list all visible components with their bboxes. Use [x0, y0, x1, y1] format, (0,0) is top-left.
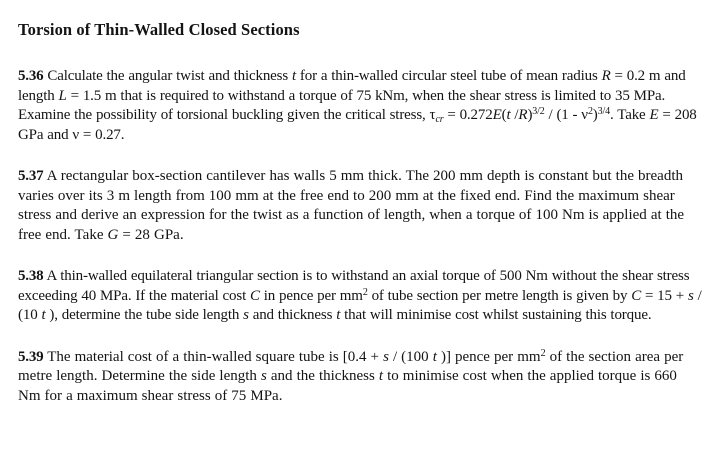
- problem-number: 5.36: [18, 68, 44, 84]
- page: [18, 20, 702, 428]
- section-heading: Torsion of Thin-Walled Closed Sections: [18, 20, 300, 39]
- problem-5-39: 5.39 The material cost of a thin-walled square tube is [0.4 + s / (100 t )] pence per $mm^2$ of the section area per metre length. Determine the side length s and the thickness t to minimise cost when the applied torque is 660 Nm for a maximum shear stress of 75 MPa.: [18, 347, 684, 404]
- problem-number: 5.39: [18, 348, 44, 365]
- problem-number: 5.37: [18, 168, 44, 184]
- problem-5-36: 5.36 Calculate the angular twist and thickness t for a thin-walled circular steel tube of mean radius R = 0.2 m and length L = 1.5 m that is required to withstand a torque of 75 kNm, when the shear stress is limited to 35 MPa. Examine the possibility of torsional buckling given the critical stress, $\tau_{cr} = 0.272E(t$ $/R)^{3/2} / (1 - \nu^2)^{3/4}$. Take E = 208 GPa and ν = 0.27.: [18, 68, 697, 143]
- problem-5-37: 5.37 A rectangular box-section cantilever has walls 5 mm thick. The 200 mm depth is constant but the breadth varies over its 3 m length from 100 mm at the free end to 200 mm at the fixed end. Find the maximum shear stress and derive an expression for the twist as a function of length, when a torque of 100 Nm is applied at the free end. Take G = 28 GPa.: [18, 168, 685, 243]
- problem-5-38: 5.38 A thin-walled equilateral triangular section is to withstand an axial torque of 500 Nm without the shear stress exceeding 40 MPa. If the material cost C in pence per $mm^2$ of tube section per metre length is given by C = 15 + s / (10 t ), determine the tube side length s and thickness t that will minimise cost whilst sustaining this torque.: [18, 268, 702, 323]
- problem-number: 5.38: [18, 268, 44, 284]
